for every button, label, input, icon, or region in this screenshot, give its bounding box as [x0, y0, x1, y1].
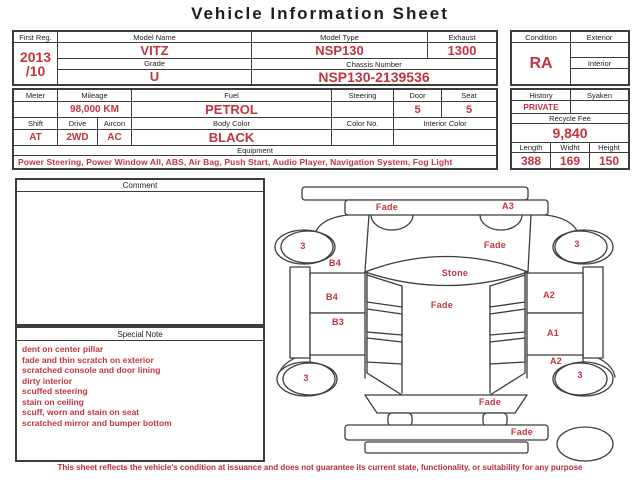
mileage-label: Mileage	[58, 90, 132, 101]
grade-label: Grade	[58, 59, 251, 70]
seat-label: Seat	[461, 91, 477, 100]
diagram-markers	[268, 183, 640, 470]
fuel-value: PETROL	[132, 102, 332, 117]
comment-panel	[15, 178, 265, 326]
meter-value	[14, 102, 58, 117]
meter-label: Meter	[14, 90, 58, 101]
damage-marker: Fade	[483, 240, 507, 250]
width-label: Widht	[551, 143, 589, 153]
damage-marker: A2	[542, 290, 556, 300]
note-line: scratched console and door lining	[22, 365, 161, 375]
interior-color-label: Interior Color	[423, 119, 467, 129]
history-value: PRIVATE	[523, 102, 559, 112]
damage-marker: B4	[325, 292, 339, 302]
damage-marker: 3	[577, 370, 583, 380]
note-line: stain on ceiling	[22, 396, 84, 407]
damage-marker: Fade	[375, 202, 399, 212]
comment-label: Comment	[17, 180, 263, 192]
mileage-value: 98,000 KM	[58, 102, 132, 117]
color-no-value	[332, 130, 394, 145]
condition-label: Condition	[512, 32, 570, 43]
aircon-value: AC	[98, 130, 132, 145]
condition-table	[510, 30, 630, 86]
model-name-label: Model Name	[58, 32, 251, 43]
interior-value	[571, 69, 628, 84]
exhaust-label: Exhaust	[428, 32, 496, 43]
note-line: scuff, worn and stain on seat	[22, 407, 140, 417]
first-reg-value	[14, 43, 57, 84]
equipment-label: Equipment	[14, 146, 496, 156]
steering-value	[332, 102, 394, 117]
chassis-label: Chassis Number	[252, 59, 496, 70]
interior-color-value	[394, 130, 496, 145]
shift-value: AT	[14, 130, 58, 145]
damage-marker: 3	[300, 241, 306, 251]
damage-marker: A1	[546, 328, 560, 338]
note-line: dent on center pillar	[22, 344, 104, 354]
model-name-value: VITZ	[58, 43, 251, 59]
drive-value: 2WD	[58, 130, 98, 145]
note-line: fade and thin scratch on exterior	[22, 354, 154, 365]
equipment-value: Power Steering, Power Window All, ABS, Air Bag, Push Start, Audio Player, Navigation System, Fog Light	[18, 157, 453, 168]
length-label: Length	[512, 143, 550, 153]
fuel-label: Fuel	[132, 90, 332, 101]
special-note-panel	[15, 326, 265, 462]
damage-marker: Stone	[441, 268, 469, 278]
door-value: 5	[394, 102, 442, 117]
disclaimer-text: This sheet reflects the vehicle's condition at issuance and does not guarantee its current state, functionality, or suitability for any purpose	[57, 463, 583, 472]
first-reg-label: First Reg.	[14, 32, 57, 43]
height-label: Height	[590, 143, 628, 153]
length-value: 388	[520, 153, 542, 168]
damage-marker: 3	[574, 239, 580, 249]
type-chassis-cell	[252, 32, 496, 84]
steering-label: Steering	[332, 90, 394, 101]
syaken-value	[571, 101, 628, 113]
damage-marker: A3	[501, 201, 515, 211]
body-color-label: Body Color	[132, 118, 332, 129]
damage-marker: Fade	[478, 397, 502, 407]
shift-label: Shift	[14, 118, 58, 129]
recycle-fee-label: Recycle Fee	[512, 114, 628, 124]
history-label: History	[512, 90, 570, 101]
recycle-fee-value: 9,840	[512, 124, 628, 143]
condition-value: RA	[529, 54, 553, 72]
height-value: 150	[598, 153, 620, 168]
chassis-value: NSP130-2139536	[318, 70, 430, 84]
model-type-label: Model Type	[252, 32, 427, 43]
seat-value: 5	[465, 103, 473, 116]
note-line: dirty interior	[22, 375, 73, 386]
damage-marker: Fade	[430, 300, 454, 310]
car-damage-diagram	[268, 183, 640, 470]
aircon-label: Aircon	[98, 118, 132, 129]
damage-marker: 3	[303, 373, 309, 383]
damage-marker: Fade	[510, 427, 534, 437]
door-label: Door	[394, 90, 442, 101]
exhaust-value: 1300	[447, 43, 477, 58]
width-value: 169	[559, 153, 581, 168]
comment-body	[17, 192, 263, 324]
first-reg-year: 2013	[19, 48, 52, 65]
note-line: scuffed steering	[22, 386, 88, 396]
damage-marker: B3	[331, 317, 345, 327]
special-note-lines	[17, 341, 263, 460]
note-line: scratched mirror and bumper bottom	[22, 417, 172, 428]
body-color-value: BLACK	[132, 130, 332, 145]
vehicle-id-table	[12, 30, 498, 86]
model-grade-cell	[58, 32, 252, 84]
grade-value: U	[149, 69, 160, 84]
specs-table	[12, 88, 498, 170]
interior-label: Interior	[571, 58, 628, 69]
color-no-label: Color No.	[332, 118, 394, 129]
first-reg-cell	[14, 32, 58, 84]
history-table	[510, 88, 630, 170]
model-type-value: NSP130	[315, 43, 364, 58]
exterior-label: Exterior	[571, 32, 628, 43]
special-note-label: Special Note	[17, 328, 263, 341]
exterior-value	[571, 43, 628, 58]
first-reg-month: /10	[25, 62, 46, 79]
damage-marker: A2	[549, 356, 563, 366]
page-title: Vehicle Information Sheet	[191, 4, 449, 23]
syaken-label: Syaken	[571, 90, 628, 101]
drive-label: Drive	[58, 118, 98, 129]
damage-marker: B4	[328, 258, 342, 268]
